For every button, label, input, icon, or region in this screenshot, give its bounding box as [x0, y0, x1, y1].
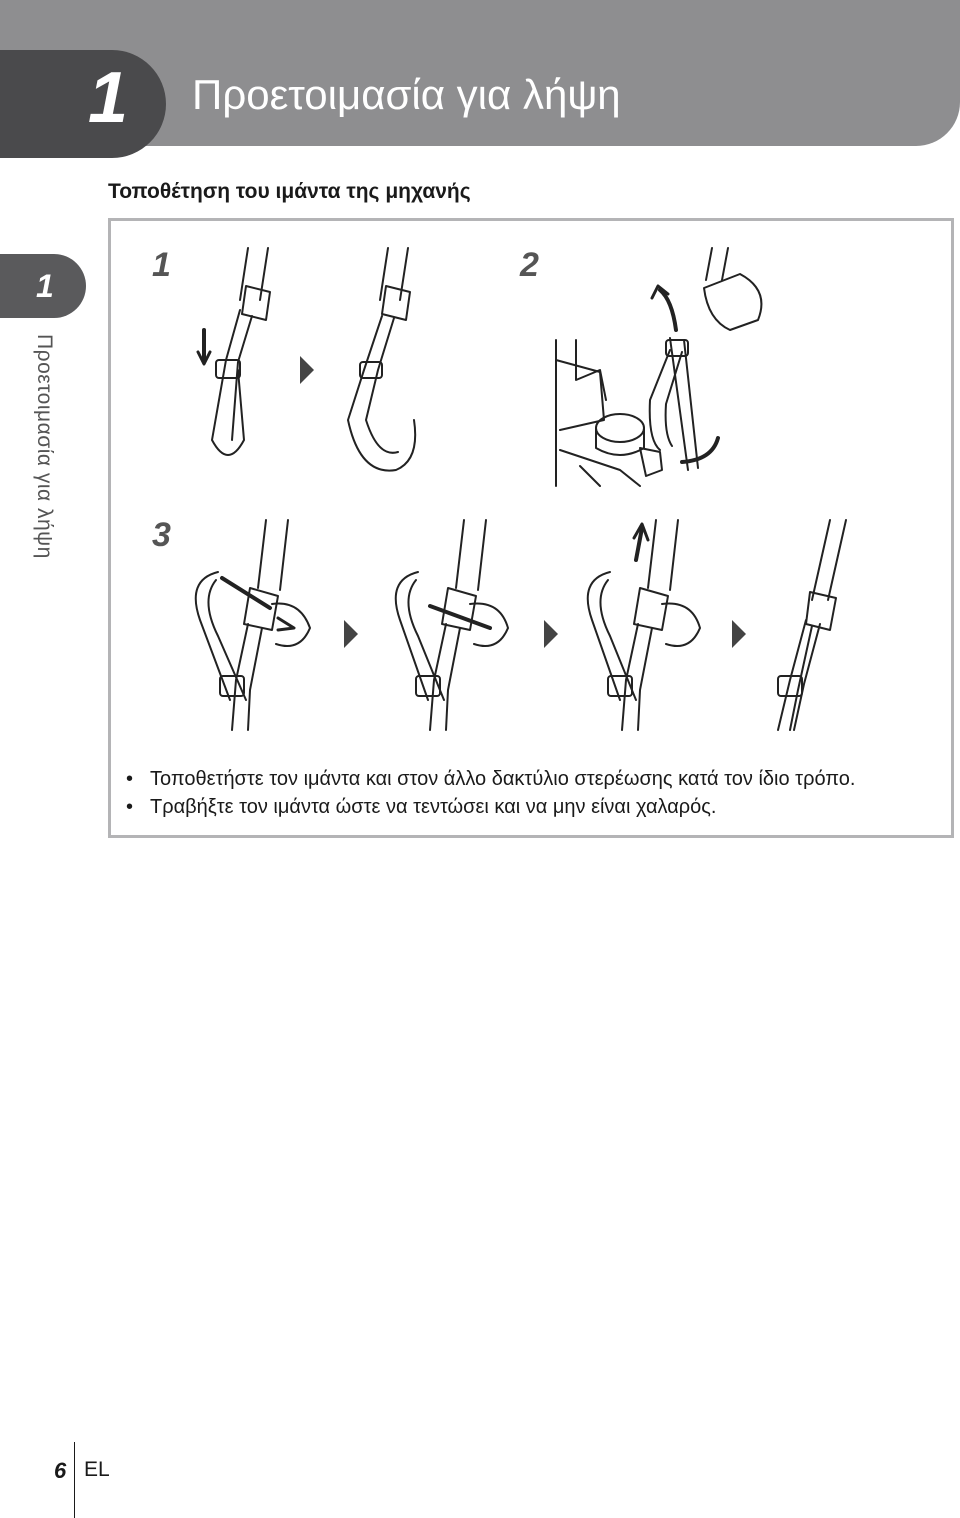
step-number-2: 2	[520, 246, 539, 284]
step3-strap-done	[778, 520, 846, 730]
side-tab-label: Προετοιμασία για λήψη	[33, 334, 56, 559]
page-language: EL	[84, 1458, 110, 1481]
step3-strap-a	[196, 520, 310, 730]
arrow-right-icon	[732, 620, 746, 648]
chapter-number: 1	[88, 58, 129, 138]
arrow-right-icon	[544, 620, 558, 648]
chapter-title: Προετοιμασία για λήψη	[192, 71, 621, 118]
arrow-right-icon	[344, 620, 358, 648]
step-number-1: 1	[152, 246, 171, 284]
step2-camera-mount	[556, 248, 761, 486]
step-number-3: 3	[152, 516, 171, 554]
section-title: Τοποθέτηση του ιμάντα της μηχανής	[108, 180, 471, 203]
instruction-list	[124, 768, 856, 824]
list-item: • Τραβήξτε τον ιμάντα ώστε να τεντώσει και να μην είναι χαλαρός.	[126, 796, 717, 818]
page-number: 6	[54, 1458, 67, 1483]
step3-strap-c	[588, 520, 700, 730]
list-item: • Τοποθετήστε τον ιμάντα και στον άλλο δακτύλιο στερέωσης κατά τον ίδιο τρόπο.	[126, 768, 856, 790]
step1-strap-hooked	[348, 248, 415, 471]
side-tab-number: 1	[36, 268, 54, 304]
step1-strap-through-buckle	[198, 248, 270, 455]
footer-divider	[74, 1442, 75, 1518]
arrow-right-icon	[300, 356, 314, 384]
step3-strap-b	[396, 520, 508, 730]
